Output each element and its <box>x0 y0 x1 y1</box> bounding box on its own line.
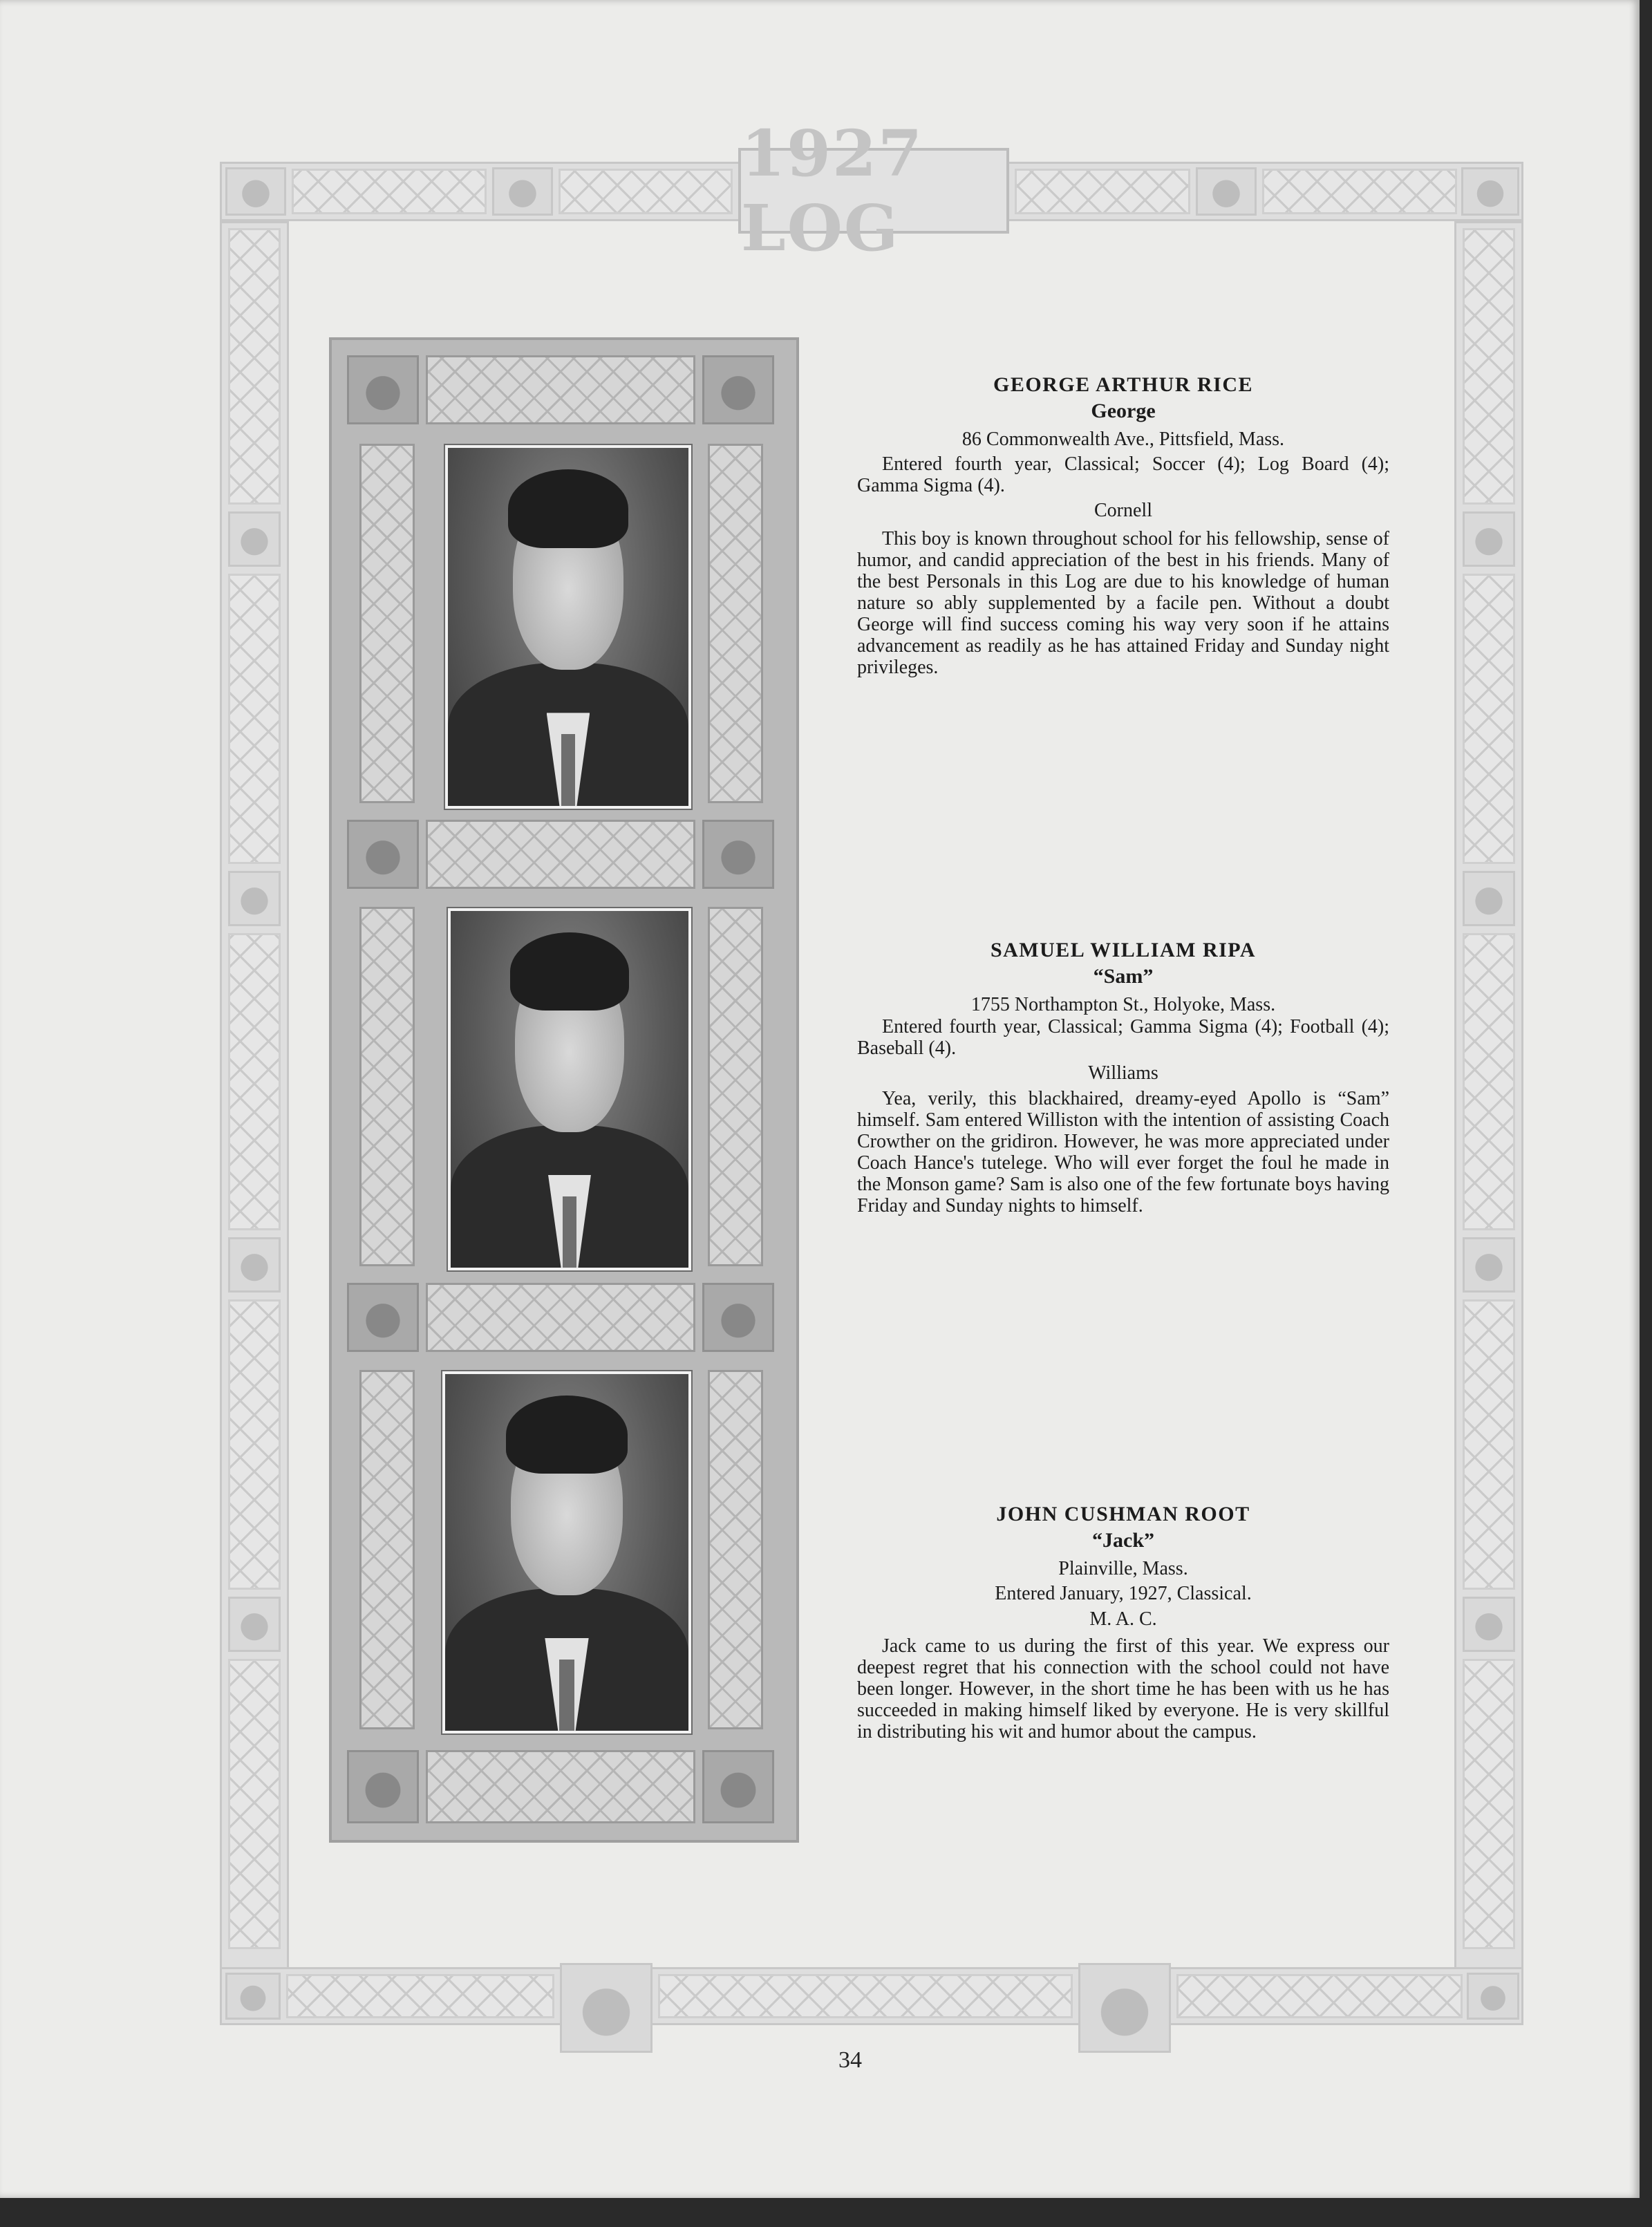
student-nickname: George <box>1091 400 1156 422</box>
senior-entry <box>857 937 1389 1216</box>
page-number: 34 <box>838 2047 862 2073</box>
web-ornament <box>426 1750 695 1823</box>
student-name: SAMUEL WILLIAM RIPA <box>990 939 1257 961</box>
web-ornament <box>286 1974 554 2018</box>
web-ornament <box>1176 1974 1463 2018</box>
ship-ornament <box>1463 1237 1515 1293</box>
senior-entry <box>857 372 1389 678</box>
student-activities: Entered fourth year, Classical; Gamma Sigma (4); Football (4); Baseball (4). <box>857 1016 1389 1059</box>
student-college: M. A. C. <box>1089 1608 1157 1630</box>
ship-ornament <box>228 1237 281 1293</box>
web-ornament <box>1463 228 1515 505</box>
student-name: JOHN CUSHMAN ROOT <box>996 1503 1250 1525</box>
ship-ornament <box>228 511 281 567</box>
web-ornament <box>658 1974 1073 2018</box>
web-ornament <box>1262 169 1457 214</box>
web-ornament <box>359 1370 415 1729</box>
student-nickname: “Sam” <box>1093 965 1154 988</box>
ship-ornament <box>225 1973 281 2020</box>
ship-ornament <box>702 355 774 424</box>
ship-ornament <box>1196 167 1257 216</box>
student-activities: Entered January, 1927, Classical. <box>995 1583 1252 1604</box>
ship-ornament <box>492 167 553 216</box>
ship-ornament <box>1467 1973 1519 2020</box>
anchor-emblem <box>560 1963 653 2053</box>
web-ornament <box>359 907 415 1266</box>
web-ornament <box>1463 933 1515 1230</box>
ship-ornament <box>225 167 286 216</box>
ship-ornament <box>347 355 419 424</box>
senior-entry <box>857 1501 1389 1742</box>
student-bio: Jack came to us during the first of this year. We express our deepest regret that his connection with the school could not have been longer. However, in the short time he has been with us he has succeeded in making himself liked by everyone. He is very skillful in distributing his wit and humor about the campus. <box>857 1635 1389 1742</box>
web-ornament <box>228 1659 281 1949</box>
ship-ornament <box>228 1597 281 1652</box>
ship-ornament <box>1463 1597 1515 1652</box>
web-ornament <box>1015 169 1190 214</box>
student-activities: Entered fourth year, Classical; Soccer (4); Log Board (4); Gamma Sigma (4). <box>857 453 1389 496</box>
web-ornament <box>559 169 733 214</box>
web-ornament <box>1463 574 1515 864</box>
student-college: Cornell <box>1094 500 1152 521</box>
photo-column <box>329 337 799 1843</box>
web-ornament <box>1463 1299 1515 1590</box>
web-ornament <box>426 355 695 424</box>
student-bio: Yea, verily, this blackhaired, dreamy-eyed Apollo is “Sam” himself. Sam entered Williston with the intention of assisting Coach Crowther on the gridiron. However, he was more appreciated under Coach Hance's tutelege. Who will ever forget the foul he made in the Monson game? Sam is also one of the few fortunate boys having Friday and Sunday nights to himself. <box>857 1088 1389 1216</box>
student-name: GEORGE ARTHUR RICE <box>993 373 1253 396</box>
ship-ornament <box>347 1750 419 1823</box>
yearbook-title: 1927 LOG <box>738 148 1009 234</box>
ship-ornament <box>1463 871 1515 926</box>
student-college: Williams <box>1088 1062 1158 1084</box>
web-ornament <box>426 820 695 889</box>
web-ornament <box>708 444 763 803</box>
student-address: 86 Commonwealth Ave., Pittsfield, Mass. <box>961 429 1285 450</box>
ship-ornament <box>702 820 774 889</box>
portrait-photo <box>442 1371 691 1733</box>
ship-ornament <box>1463 511 1515 567</box>
web-ornament <box>359 444 415 803</box>
web-ornament <box>292 169 487 214</box>
web-ornament <box>708 1370 763 1729</box>
ship-ornament <box>702 1750 774 1823</box>
ship-ornament <box>347 820 419 889</box>
portrait-photo <box>445 445 691 809</box>
ship-ornament <box>1461 167 1519 216</box>
web-ornament <box>426 1283 695 1352</box>
web-ornament <box>228 1299 281 1590</box>
portrait-photo <box>448 908 691 1270</box>
student-bio: This boy is known throughout school for his fellowship, sense of humor, and candid appreciation of the best in his friends. Many of the best Personals in this Log are due to his knowledge of human nature so ably supplemented by a facile pen. Without a doubt George will find success coming his way very soon if he attains advancement as readily as he has attained Friday and Sunday night privileges. <box>857 528 1389 678</box>
ship-ornament <box>228 871 281 926</box>
student-address: Plainville, Mass. <box>1058 1558 1188 1579</box>
anchor-emblem <box>1078 1963 1171 2053</box>
web-ornament <box>228 228 281 505</box>
web-ornament <box>228 574 281 864</box>
student-address: 1755 Northampton St., Holyoke, Mass. <box>970 994 1276 1015</box>
web-ornament <box>228 933 281 1230</box>
web-ornament <box>1463 1659 1515 1949</box>
student-nickname: “Jack” <box>1092 1529 1154 1552</box>
ship-ornament <box>702 1283 774 1352</box>
ship-ornament <box>347 1283 419 1352</box>
web-ornament <box>708 907 763 1266</box>
